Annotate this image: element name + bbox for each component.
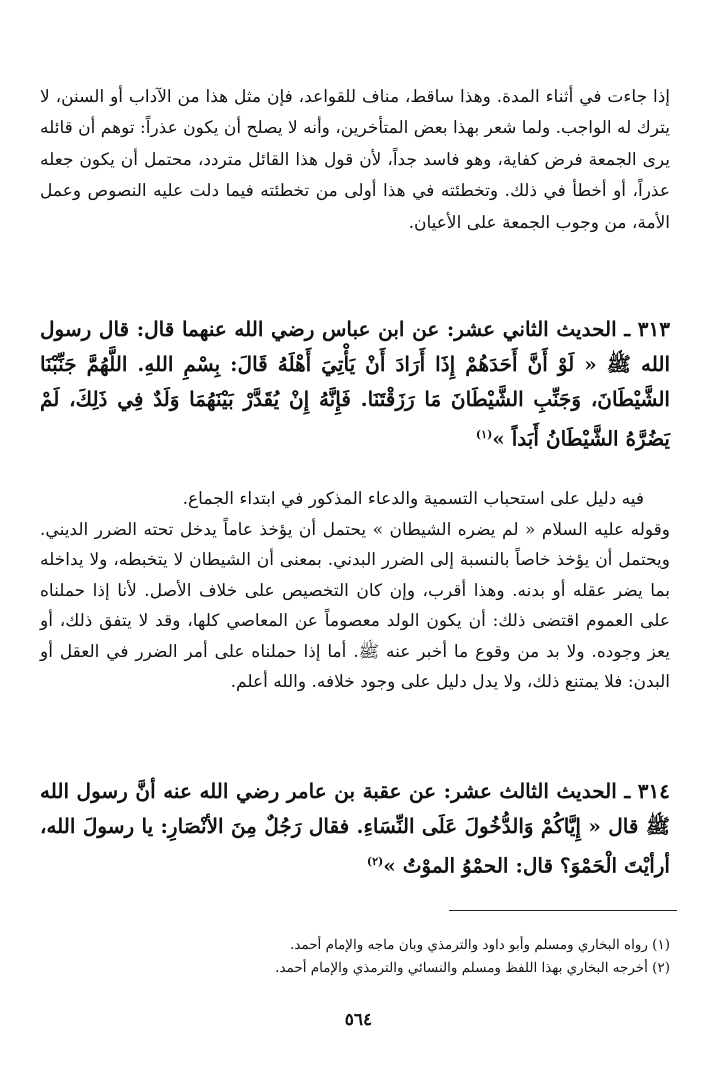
intro-paragraph: إذا جاءت في أثناء المدة. وهذا ساقط، مناف للقواعد، فإن مثل هذا من الآداب أو السنن، لا يترك له الواجب. ولما شعر بهذا بعض المتأخرين، وأنه لا يصلح أن يكون عذراً: توهم أن قائله يرى الجمعة فرض كفاية، وهو فاسد جداً، لأن قول هذا القائل متردد، محتمل أن يكون جعله عذراً، أو أخطأ في ذلك. وتخطئته في هذا أولى من تخطئته فيما دلت عليه النصوص وعمل الأمة، من وجوب الجمعة على الأعيان. <box>40 87 670 233</box>
hadith-313 <box>40 312 670 457</box>
footnotes <box>40 934 670 980</box>
page-number: ٥٦٤ <box>344 1010 373 1030</box>
footnote-1: (١) رواه البخاري ومسلم وأبو داود والترمذي وبان ماجه والإمام أحمد. <box>290 937 670 953</box>
commentary-paragraph: فيه دليل على استحباب التسمية والدعاء المذكور في ابتداء الجماع. <box>182 489 644 509</box>
footnote-ref-1: (١) <box>475 428 493 441</box>
hadith-314-text: ٣١٤ ـ الحديث الثالث عشر: عن عقبة بن عامر رضي الله عنه أنَّ رسول الله ﷺ قال « إِيَّاكُمْ وَالدُّخُولَ عَلَى النِّسَاءِ. فقال رَجُلٌ مِنَ الأنْصَارِ: يا رسولَ الله، أرأيْتَ الْحَمْوَ؟ قال: الحمْوُ الموْتُ » <box>40 779 670 878</box>
commentary-paragraph: وقوله عليه السلام « لم يضره الشيطان » يحتمل أن يؤخذ عاماً يدخل تحته الضرر الديني. ويحتمل أن يؤخذ خاصاً بالنسبة إلى الضرر البدني. بمعنى أن الشيطان لا يتخبطه، ولا يداخله بما يضر عقله أو بدنه. وهذا أقرب، وإن كان التخصيص على خلاف الأصل. لأنا إذا حملناه على العموم اقتضى ذلك: أن يكون الولد معصوماً عن المعاصي كلها، وقد لا يتفق ذلك، أو يعز وجوده. ولا بد من وقوع ما أخبر عنه ﷺ. أما إذا حملناه على أمر الضرر في العقل أو البدن: فلا يمتنع ذلك، ولا يدل دليل على وجود خلافه. والله أعلم. <box>40 519 670 692</box>
footnote-divider <box>449 910 677 911</box>
hadith-314 <box>40 774 670 884</box>
footnote-ref-2: (٢) <box>366 855 384 868</box>
hadith-313-text: ٣١٣ ـ الحديث الثاني عشر: عن ابن عباس رضي الله عنهما قال: قال رسول الله ﷺ « لَوْ أَنَّ أَحَدَهُمْ إِذَا أَرَادَ أَنْ يَأْتِيَ أَهْلَهُ قَالَ: بِسْمِ اللهِ. اللَّهُمَّ جَنِّبْنَا الشَّيْطَانَ، وَجَنِّبِ الشَّيْطَانَ مَا رَزَقْتَنَا. فَإِنَّهُ إِنْ يُقَدَّرْ بَيْنَهُمَا وَلَدٌ فِي ذَلِكَ، لَمْ يَضُرَّهُ الشَّيْطَانُ أَبَداً » <box>40 317 670 451</box>
commentary-313 <box>40 484 670 698</box>
footnote-2: (٢) أخرجه البخاري بهذا اللفظ ومسلم والنسائي والترمذي والإمام أحمد. <box>275 960 670 976</box>
